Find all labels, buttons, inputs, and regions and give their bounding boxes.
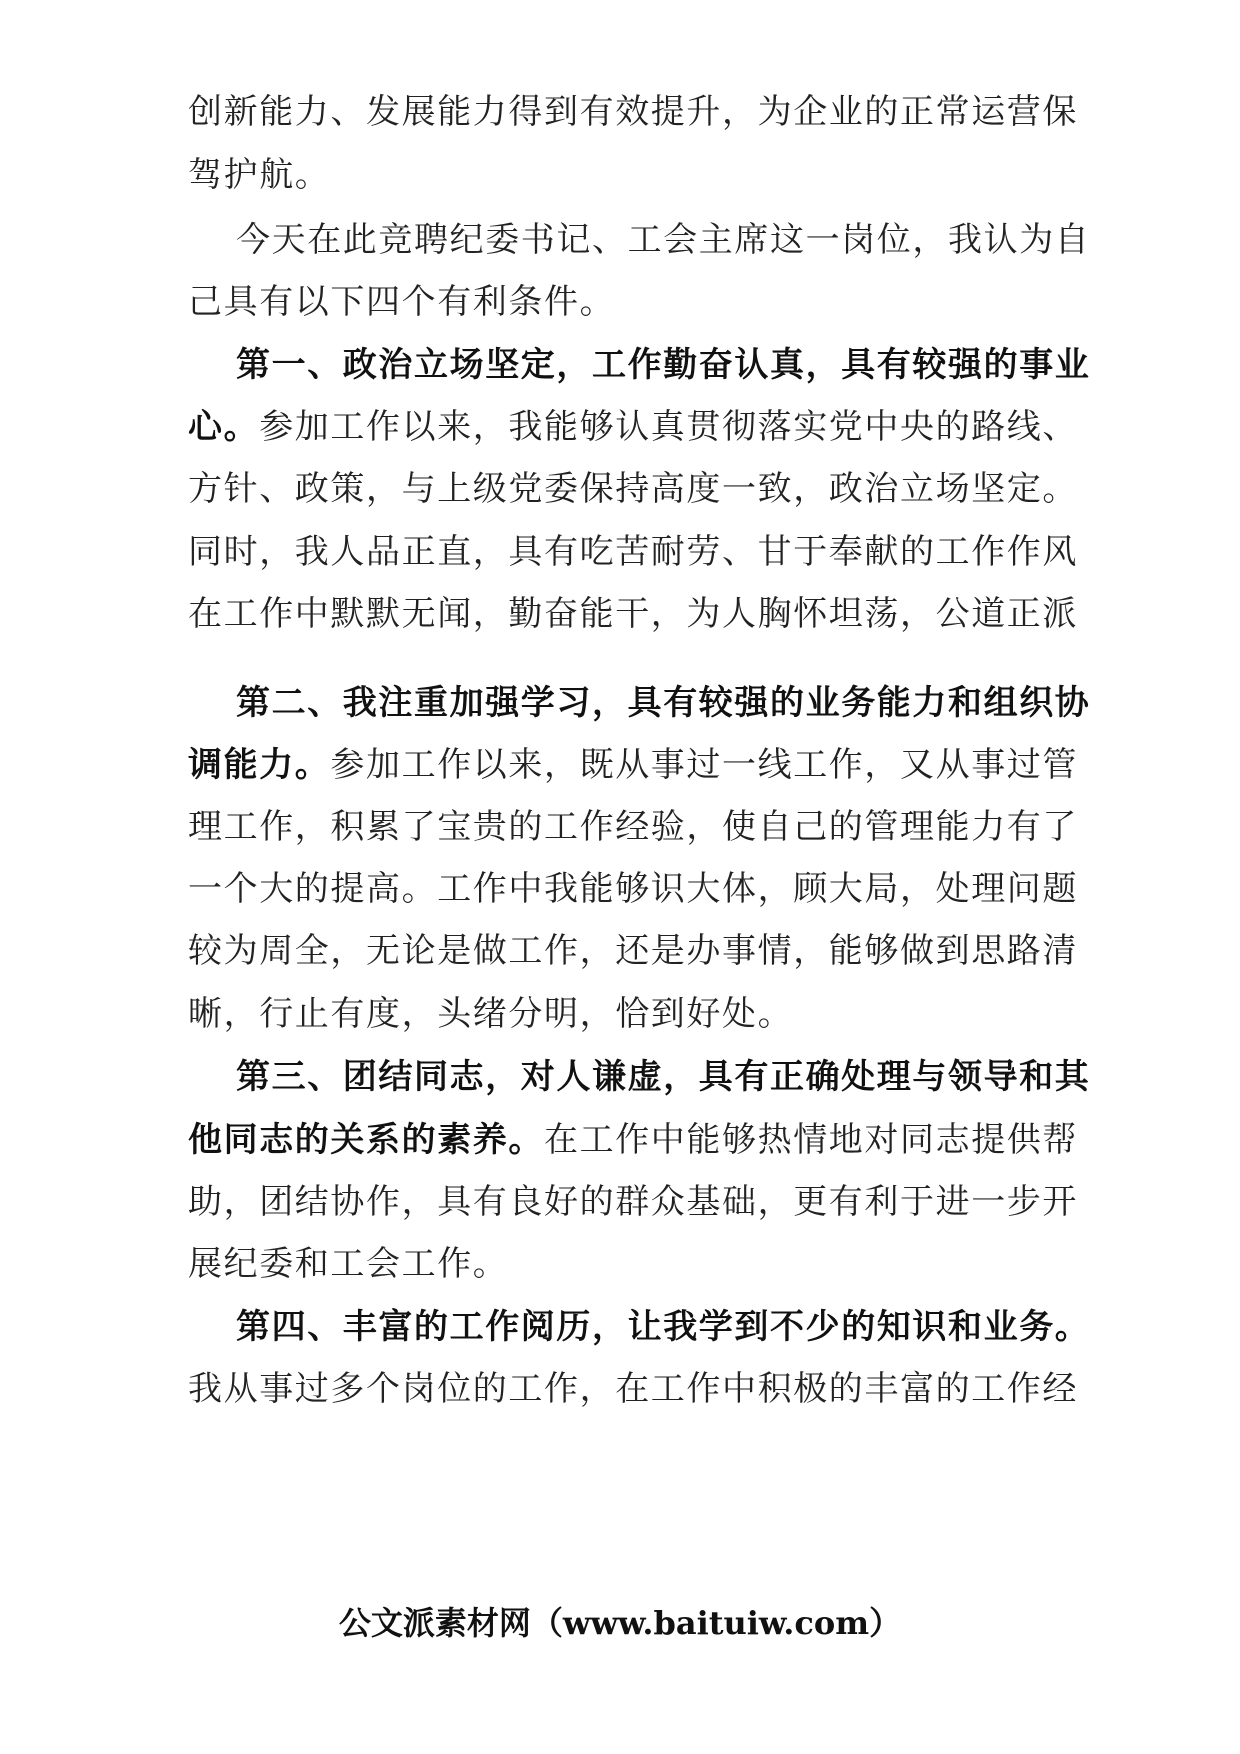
text-line: 心。参加工作以来，我能够认真贯彻落实党中央的路线、 [188, 407, 1079, 447]
heading-line-point-four: 第四、丰富的工作阅历，让我学到不少的知识和业务。 [236, 1307, 1091, 1347]
text-line: 在工作中默默无闻，勤奋能干，为人胸怀坦荡，公道正派 [188, 594, 1078, 634]
text-line: 晰，行止有度，头绪分明，恰到好处。 [188, 994, 794, 1034]
footer-source-text: 公文派素材网（www.baituiw.com） [338, 1604, 902, 1642]
text-line: 我从事过多个岗位的工作，在工作中积极的丰富的工作经 [188, 1369, 1078, 1409]
text-line: 方针、政策，与上级党委保持高度一致，政治立场坚定。 [188, 469, 1078, 509]
text-line: 调能力。参加工作以来，既从事过一线工作，又从事过管 [188, 745, 1079, 785]
text-line: 助，团结协作，具有良好的群众基础，更有利于进一步开 [188, 1182, 1078, 1222]
heading-line-point-two: 第二、我注重加强学习，具有较强的业务能力和组织协 [236, 683, 1091, 723]
text-line: 较为周全，无论是做工作，还是办事情，能够做到思路清 [188, 931, 1078, 971]
text-line: 他同志的关系的素养。在工作中能够热情地对同志提供帮 [188, 1120, 1078, 1160]
text-line: 同时，我人品正直，具有吃苦耐劳、甘于奉献的工作作风 [188, 532, 1078, 572]
text-line: 理工作，积累了宝贵的工作经验，使自己的管理能力有了 [188, 807, 1078, 847]
text-line: 驾护航。 [188, 155, 331, 195]
heading-line-point-three: 第三、团结同志，对人谦虚，具有正确处理与领导和其 [236, 1057, 1091, 1097]
text-line: 创新能力、发展能力得到有效提升，为企业的正常运营保 [188, 92, 1078, 132]
text-line: 己具有以下四个有利条件。 [188, 282, 616, 322]
heading-line-point-one: 第一、政治立场坚定，工作勤奋认真，具有较强的事业 [236, 345, 1091, 385]
text-line: 展纪委和工会工作。 [188, 1244, 509, 1284]
paragraph-start: 今天在此竞聘纪委书记、工会主席这一岗位，我认为自 [236, 220, 1091, 260]
text-line: 一个大的提高。工作中我能够识大体，顾大局，处理问题 [188, 869, 1078, 909]
